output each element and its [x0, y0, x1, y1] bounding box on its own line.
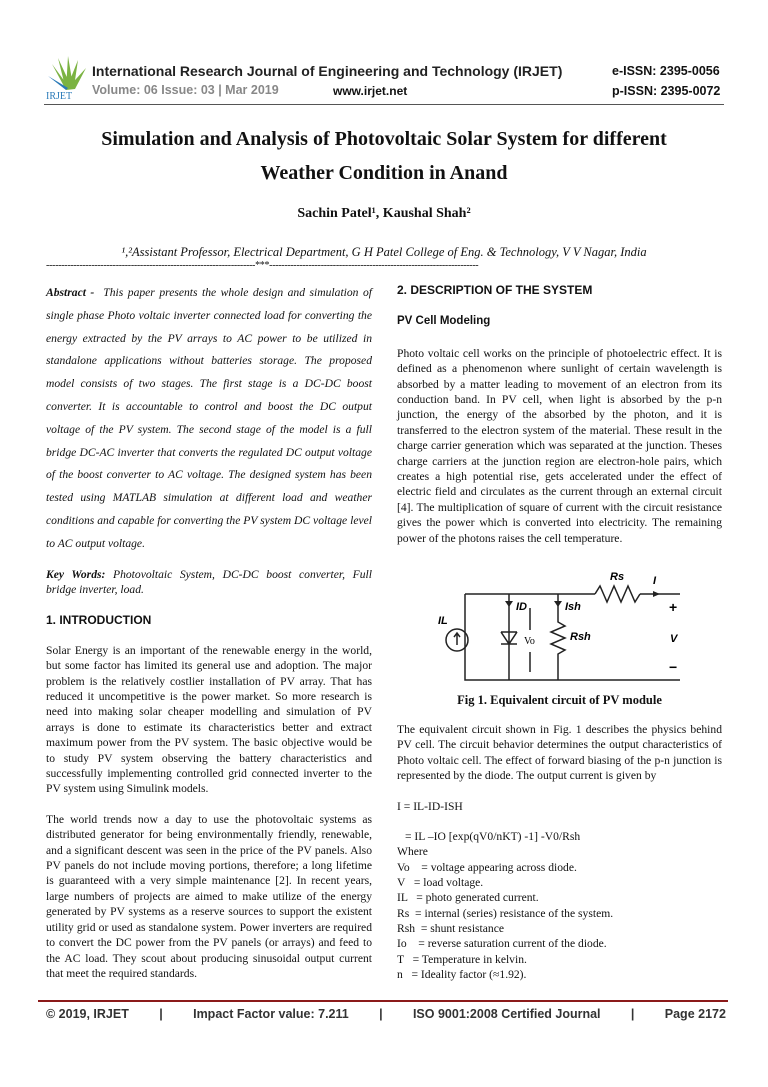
intro-heading: 1. INTRODUCTION — [46, 613, 152, 628]
keywords-text: Photovoltaic System, DC-DC boost converter, Full bridge inverter, load. — [46, 567, 372, 596]
keywords-label: Key Words: — [46, 567, 106, 581]
circuit-plus: + — [669, 599, 678, 615]
description-heading: 2. DESCRIPTION OF THE SYSTEM — [397, 283, 593, 297]
e-issn: e-ISSN: 2395-0056 — [612, 64, 720, 78]
title-line-2: Weather Condition in Anand — [260, 162, 508, 184]
title-line-1: Simulation and Analysis of Photovoltaic Solar System for different — [101, 128, 667, 150]
irjet-logo — [44, 54, 88, 100]
figure-caption: Fig 1. Equivalent circuit of PV module — [457, 693, 662, 707]
pv-paragraph-1: Photo voltaic cell works on the principle of photoelectric effect. It is defined as a phenomenon where sunlight of certain wavelength is absorbed by a matter leading to movement of an electron from its conduction band. In PV cell, when light is absorbed by the p-n junction, the energy of the absorbed by the photon, and it is transferred to the electron system of the material. These result in the charge carrier generation which was separated at the junction. Theses charge carriers at the junction region are electron-hole pairs, which creates a high potential rise, gets accelerated under the effect of electric field and circulates as the current through an external circuit [4]. The multiplication of square of current with the circuit resistance gives the power which is converted into electricity. The remaining power of the photons raises the cell temperature. — [397, 346, 722, 545]
circuit-label-rs: Rs — [610, 572, 625, 583]
equation-1: I = IL-ID-ISH — [397, 799, 463, 813]
footer-rule — [38, 1000, 728, 1002]
right-column-lower — [397, 722, 722, 982]
definition: IL = photo generated current. — [397, 891, 539, 905]
circuit-label-v: V — [670, 633, 678, 645]
volume-issue: Volume: 06 Issue: 03 | Mar 2019 — [92, 83, 279, 97]
left-column — [46, 282, 372, 996]
footer-page-number: Page 2172 — [664, 1007, 726, 1021]
definition: Vo = voltage appearing across diode. — [397, 860, 577, 874]
footer-separator: | — [630, 1007, 635, 1021]
circuit-label-id: ID — [516, 601, 527, 613]
equation-2: = IL –IO [exp(qV0/nKT) -1] -V0/Rsh — [405, 830, 581, 844]
abstract — [46, 282, 372, 556]
p-issn: p-ISSN: 2395-0072 — [612, 84, 721, 98]
definition: n = Ideality factor (≈1.92). — [397, 967, 527, 981]
footer-separator: | — [159, 1007, 163, 1021]
where-label: Where — [397, 845, 428, 859]
intro-paragraph-2: The world trends now a day to use the photovoltaic systems as distributed generator for being environmentally friendly, renewable, and a significant descent was seen in the price of the PV panels. Also PV panels do not include moving portions, therefore; a long lifetime is guaranteed with a very simple maintenance [2]. In recent years, large numbers of projects are aimed to make utilize of the energy generated by PV systems as a reserve sources to support the existent utility grid or used as standalone system. Power inverters are required to convert the DC power from the PV panels (or arrays) and feed to the AC load. They scout about producing sinusoidal output current that meet the required standards. — [46, 812, 372, 980]
footer — [46, 1007, 726, 1021]
footer-impact-factor: Impact Factor value: 7.211 — [193, 1007, 349, 1021]
right-column — [397, 283, 722, 561]
pv-paragraph-2: The equivalent circuit shown in Fig. 1 describes the physics behind PV cell. The circuit behavior determines the output characteristics of Photo voltaic cell. The effect of forward biasing of the p-n junction is represented by the diode. The output current is given by — [397, 723, 722, 783]
website: www.irjet.net — [333, 84, 408, 98]
affiliation: ¹,²Assistant Professor, Electrical Department, G H Patel College of Eng. & Technology, V V Nagar, India — [121, 245, 647, 259]
intro-paragraph-1: Solar Energy is an important of the renewable energy in the world, but some factor has limited its general use and adoption. The major problem is the relatively costlier installation of PV array. That has reduced it uncompetitive is the power market. So more research is need into making solar cheaper modelling and simulation of PV arrays is done to estimate its characteristics better and extract maximum power from the PV system. The basic objective would be to study PV system observing the battery characteristics and successfully implementing controlled grid connected inverter to the PV system using Simulink models. — [46, 643, 372, 796]
paper-title — [0, 122, 768, 190]
pv-cell-heading: PV Cell Modeling — [397, 315, 491, 328]
definition: T = Temperature in kelvin. — [397, 952, 527, 966]
footer-separator: | — [379, 1007, 383, 1021]
authors: Sachin Patel¹, Kaushal Shah² — [297, 206, 471, 221]
definition: Io = reverse saturation current of the diode. — [397, 937, 607, 951]
circuit-label-rsh: Rsh — [570, 631, 591, 643]
logo-text: IRJET — [46, 91, 73, 100]
journal-name: International Research Journal of Engineering and Technology (IRJET) — [92, 63, 563, 79]
abstract-label: Abstract - — [46, 286, 95, 299]
separator: ---------------------------------------------------------------------***--------------------------------------------------------------------- — [46, 260, 479, 271]
abstract-text: This paper presents the whole design and simulation of single phase Photo voltaic inverter connected load for converting the energy extracted by the PV arrays to AC power to be utilized in standalone applications without batteries storage. The proposed model consists of two stages. The first stage is a DC-DC boost converter. It is accountable to control and boost the DC output voltage of the PV system. The second stage of the model is a full bridge DC-AC inverter that converts the regulated DC output voltage of the boost converter to AC voltage. The designed system has been tested using MATLAB simulation at different load and weather conditions and capable for converting the PV system DC voltage level to AC output voltage. — [46, 286, 372, 550]
footer-copyright: © 2019, IRJET — [46, 1007, 129, 1021]
circuit-label-vo: Vo — [524, 636, 535, 647]
circuit-label-il: IL — [438, 615, 448, 627]
circuit-label-i: I — [653, 575, 657, 587]
footer-iso: ISO 9001:2008 Certified Journal — [412, 1007, 601, 1021]
circuit-label-ish: Ish — [565, 601, 581, 613]
equivalent-circuit-figure — [395, 572, 695, 684]
header-rule — [44, 104, 724, 105]
keywords — [46, 567, 372, 598]
definition: Rsh = shunt resistance — [397, 921, 505, 935]
definition: V = load voltage. — [397, 876, 484, 890]
definition: Rs = internal (series) resistance of the system. — [397, 906, 614, 920]
circuit-minus: − — [669, 659, 678, 675]
